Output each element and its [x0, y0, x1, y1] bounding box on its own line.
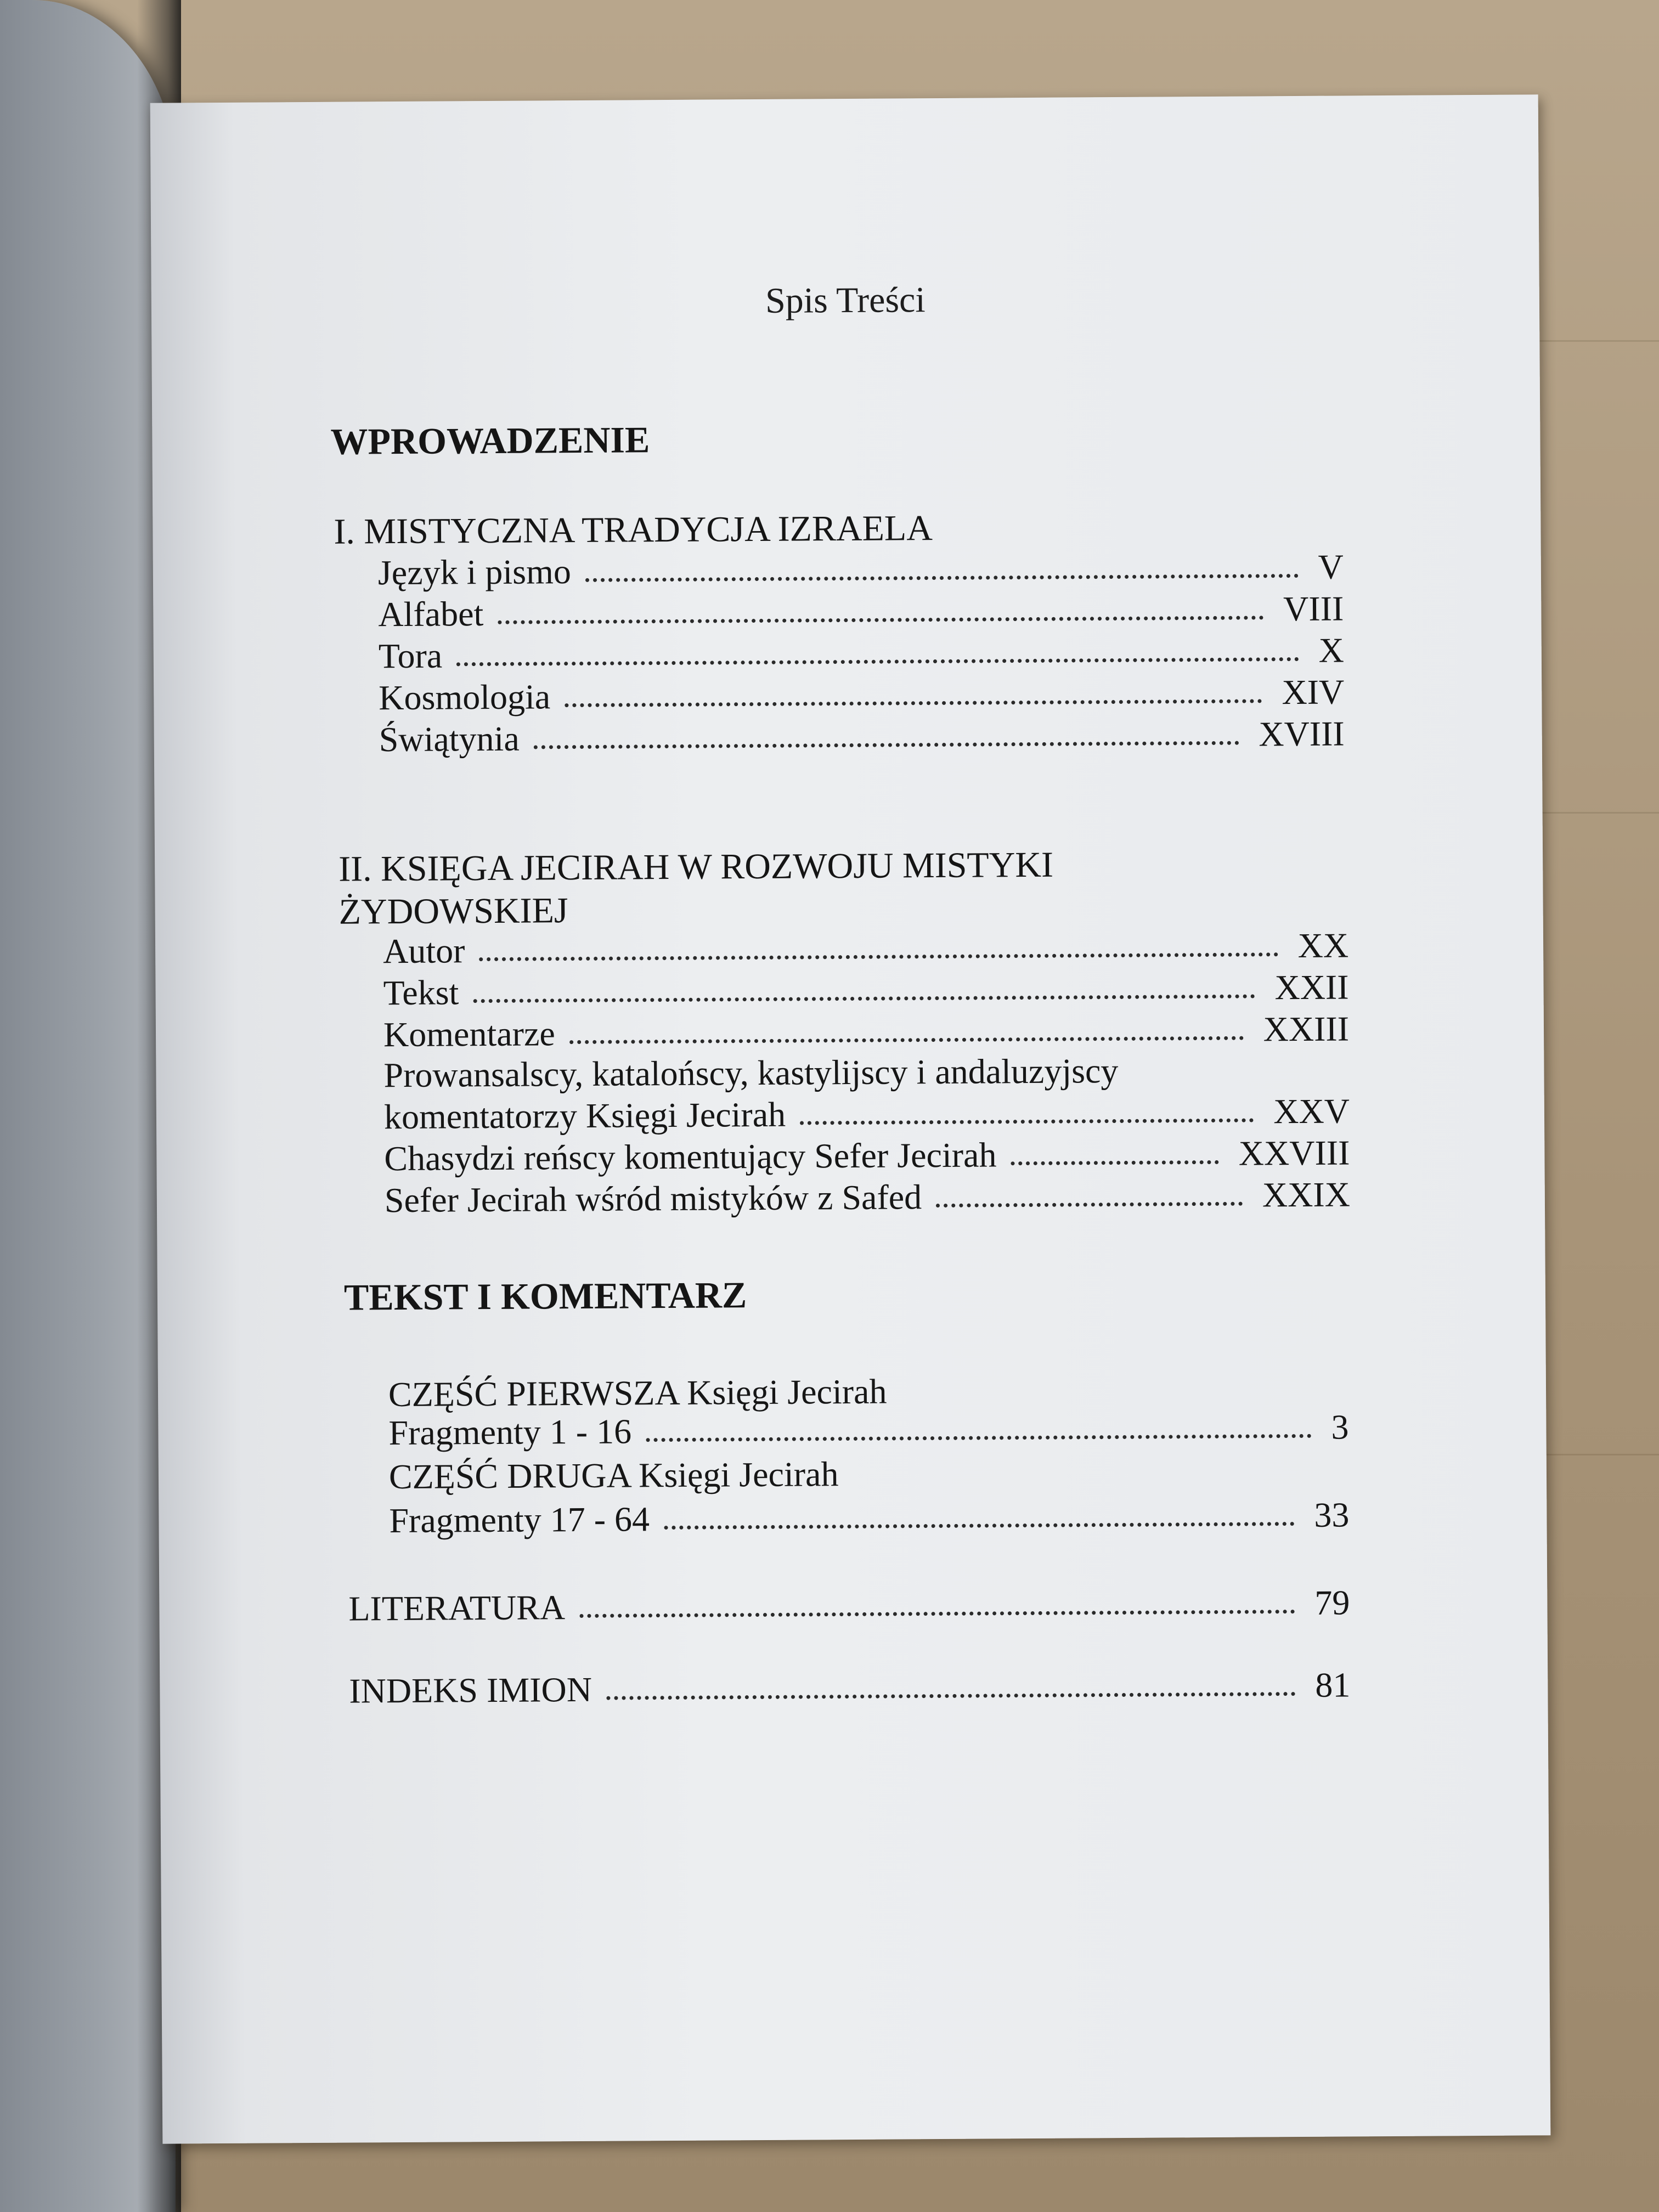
toc-entry-label: Sefer Jecirah wśród mistyków z Safed — [384, 1177, 922, 1220]
chapter-heading-1: I. MISTYCZNA TRADYCJA IZRAELA — [334, 508, 933, 552]
toc-entry-label: Chasydzi reńscy komentujący Sefer Jecirah — [384, 1135, 997, 1178]
toc-entry-page: X — [1318, 630, 1345, 670]
toc-entry-page: XXVIII — [1238, 1133, 1350, 1173]
toc-entry-label: komentatorzy Księgi Jecirah — [383, 1094, 786, 1137]
wood-grain — [1536, 812, 1659, 814]
dot-leader — [534, 741, 1239, 749]
toc-entry-label: INDEKS IMION — [349, 1669, 592, 1711]
dot-leader — [606, 1692, 1295, 1700]
dot-leader — [498, 616, 1263, 624]
toc-entry-index[interactable] — [349, 1664, 1350, 1712]
toc-entry[interactable] — [385, 1174, 1350, 1222]
toc-entry[interactable] — [379, 672, 1344, 719]
dot-leader — [479, 952, 1278, 961]
toc-entry[interactable] — [389, 1494, 1349, 1542]
toc-entry-label: Świątynia — [379, 719, 520, 759]
wood-grain — [1536, 1454, 1659, 1455]
toc-entry-label: Kosmologia — [379, 677, 551, 718]
section-heading-text: TEKST I KOMENTARZ — [343, 1274, 747, 1318]
toc-entry-label: LITERATURA — [348, 1588, 566, 1628]
toc-entry-label: Fragmenty 1 - 16 — [388, 1412, 632, 1453]
toc-entry-page: XXV — [1273, 1091, 1350, 1131]
chapter-heading-2-line1: II. KSIĘGA JECIRAH W ROZWOJU MISTYKI — [338, 844, 1054, 889]
toc-entry-label: Autor — [382, 931, 465, 971]
toc-entry-label: Fragmenty 17 - 64 — [389, 1499, 650, 1541]
dot-leader — [579, 1610, 1295, 1618]
toc-entry[interactable] — [383, 925, 1348, 973]
toc-entry[interactable] — [383, 967, 1348, 1014]
toc-entry-page: 79 — [1314, 1583, 1350, 1622]
toc-entry-label: Alfabet — [378, 594, 484, 634]
toc-entry-page: 33 — [1314, 1495, 1350, 1534]
dot-leader — [565, 699, 1262, 707]
chapter-heading-2-line2: ŻYDOWSKIEJ — [338, 890, 568, 932]
dot-leader — [1011, 1160, 1219, 1165]
toc-entry-label: Tora — [378, 636, 443, 676]
toc-entry[interactable] — [378, 546, 1344, 594]
dot-leader — [646, 1434, 1311, 1442]
dot-leader — [456, 657, 1299, 666]
toc-entry-page: XVIII — [1259, 714, 1345, 754]
toc-entry-page: XX — [1297, 926, 1349, 966]
dot-leader — [585, 574, 1299, 582]
page-title: Spis Treści — [765, 280, 926, 321]
part-title-1: CZĘŚĆ PIERWSZA Księgi Jecirah — [388, 1372, 887, 1414]
toc-entry[interactable] — [384, 1091, 1350, 1138]
toc-entry-page: VIII — [1283, 589, 1344, 629]
wood-grain — [1536, 340, 1659, 342]
toc-entry[interactable] — [379, 713, 1345, 761]
dot-leader — [800, 1119, 1254, 1125]
toc-entry-label-continued: Prowansalscy, katalońscy, kastylijscy i andaluzyjscy — [383, 1051, 1119, 1095]
toc-entry-label: Komentarze — [383, 1014, 555, 1054]
table-of-contents-page — [150, 94, 1551, 2143]
toc-entry-page: V — [1318, 547, 1344, 586]
toc-entry-page: XIV — [1282, 672, 1345, 712]
toc-entry[interactable] — [388, 1407, 1348, 1454]
toc-entry-literature[interactable] — [348, 1582, 1350, 1630]
part-title-2: CZĘŚĆ DRUGA Księgi Jecirah — [388, 1454, 839, 1497]
toc-entry-page: XXIX — [1262, 1175, 1351, 1215]
toc-entry-page: 3 — [1331, 1407, 1349, 1447]
toc-entry-page: XXIII — [1263, 1009, 1350, 1049]
toc-entry-label: Język i pismo — [377, 552, 572, 592]
section-heading-intro: WPROWADZENIE — [330, 419, 650, 462]
dot-leader — [569, 1036, 1244, 1045]
toc-entry[interactable] — [379, 630, 1344, 678]
dot-leader — [664, 1522, 1294, 1530]
toc-entry-label: Tekst — [383, 973, 459, 1013]
toc-entry-page: XXII — [1274, 967, 1349, 1007]
toc-entry-page: 81 — [1315, 1665, 1351, 1705]
dot-leader — [473, 994, 1255, 1003]
dot-leader — [936, 1202, 1243, 1207]
toc-entry[interactable] — [383, 1008, 1349, 1056]
toc-entry[interactable] — [378, 588, 1344, 636]
toc-entry[interactable] — [384, 1132, 1350, 1180]
